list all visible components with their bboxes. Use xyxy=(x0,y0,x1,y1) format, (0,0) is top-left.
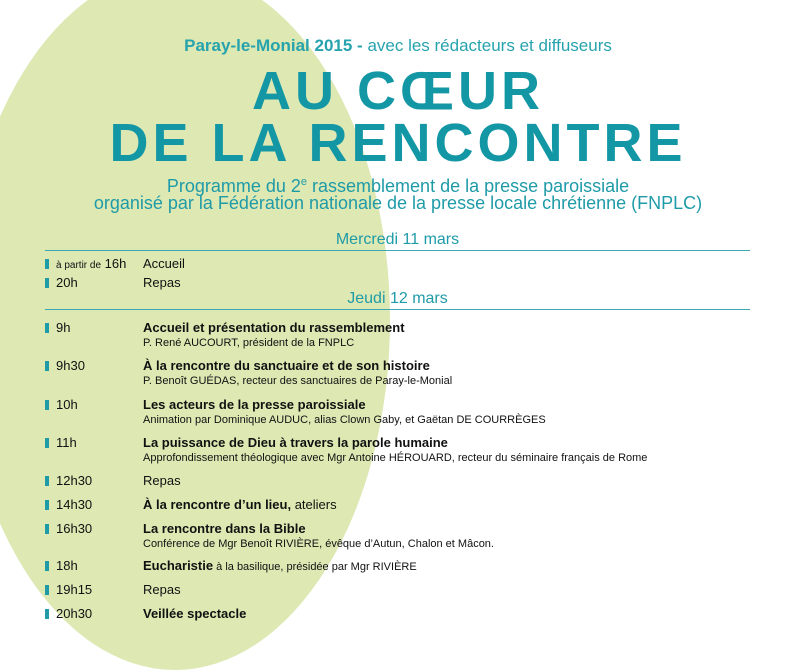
bullet-bar xyxy=(45,524,49,534)
bullet-bar xyxy=(45,585,49,595)
event-line xyxy=(0,36,796,56)
subtitle-sup: e xyxy=(300,176,308,188)
row-activity: Accueil xyxy=(143,256,185,271)
bullet-bar xyxy=(45,361,49,371)
time-prefix: à partir de xyxy=(56,260,102,271)
day-header-thursday: Jeudi 12 mars xyxy=(45,290,750,310)
row-time: 19h15 xyxy=(56,582,93,597)
activity-title: À la rencontre d’un lieu, xyxy=(143,497,292,512)
row-detail: Animation par Dominique AUDUC, alias Clown Gaby, et Gaëtan DE COURRÈGES xyxy=(143,414,546,426)
bullet-bar xyxy=(45,500,49,510)
activity-title: Eucharistie xyxy=(143,558,214,573)
row-time: 9h30 xyxy=(56,358,85,373)
row-activity xyxy=(143,497,337,513)
event-location: Paray-le-Monial 2015 - xyxy=(184,36,363,55)
bullet-bar xyxy=(45,323,49,333)
row-activity xyxy=(143,606,246,622)
row-time: 11h xyxy=(56,435,77,450)
row-time: 18h xyxy=(56,558,78,573)
day-header-wednesday: Mercredi 11 mars xyxy=(45,231,750,251)
activity-title: La rencontre dans la Bible xyxy=(143,521,306,536)
page-title-line2: DE LA RENCONTRE xyxy=(109,113,687,173)
row-detail: Conférence de Mgr Benoît RIVIÈRE, évêque d’Autun, Chalon et Mâcon. xyxy=(143,538,494,550)
row-time: 20h30 xyxy=(56,606,93,621)
row-detail: Approfondissement théologique avec Mgr Antoine HÉROUARD, recteur du séminaire français de Rome xyxy=(143,452,648,464)
activity-title: À la rencontre du sanctuaire et de son histoire xyxy=(143,358,430,373)
subtitle-post: rassemblement de la presse paroissiale xyxy=(307,176,630,196)
row-activity: Repas xyxy=(143,275,181,290)
activity-title: Veillée spectacle xyxy=(143,606,247,621)
row-activity xyxy=(143,558,417,575)
row-time: 20h xyxy=(56,275,78,290)
row-detail: P. Benoît GUÉDAS, recteur des sanctuaires de Paray-le-Monial xyxy=(143,375,453,387)
row-activity xyxy=(143,358,430,374)
row-time: 9h xyxy=(56,320,71,335)
activity-title: La puissance de Dieu à travers la parole humaine xyxy=(143,435,448,450)
bullet-bar xyxy=(45,609,49,619)
subtitle-line2: organisé par la Fédération nationale de la presse locale chrétienne (FNPLC) xyxy=(93,193,703,213)
bullet-bar xyxy=(45,278,49,288)
row-activity xyxy=(143,320,405,336)
bullet-bar xyxy=(45,438,49,448)
row-activity: Repas xyxy=(143,582,181,597)
subtitle-pre: Programme du 2 xyxy=(166,176,301,196)
row-activity xyxy=(143,397,366,413)
row-activity xyxy=(143,435,448,451)
row-time xyxy=(56,256,126,274)
activity-rest: ateliers xyxy=(291,497,337,512)
page-title-line1: AU CŒUR xyxy=(252,61,544,121)
row-time: 12h30 xyxy=(56,473,93,488)
time-value: 16h xyxy=(104,256,127,271)
activity-rest: à la basilique, présidée par Mgr RIVIÈRE xyxy=(213,561,417,573)
activity-title: Accueil et présentation du rassemblement xyxy=(143,320,405,335)
bullet-bar xyxy=(45,561,49,571)
row-detail: P. René AUCOURT, président de la FNPLC xyxy=(143,337,355,349)
bullet-bar xyxy=(45,400,49,410)
row-time: 10h xyxy=(56,397,78,412)
bullet-bar xyxy=(45,259,49,269)
row-activity xyxy=(143,521,306,537)
event-audience: avec les rédacteurs et diffuseurs xyxy=(367,36,612,55)
bullet-bar xyxy=(45,476,49,486)
activity-title: Les acteurs de la presse paroissiale xyxy=(143,397,366,412)
row-activity: Repas xyxy=(143,473,181,488)
row-time: 16h30 xyxy=(56,521,93,536)
row-time: 14h30 xyxy=(56,497,93,512)
